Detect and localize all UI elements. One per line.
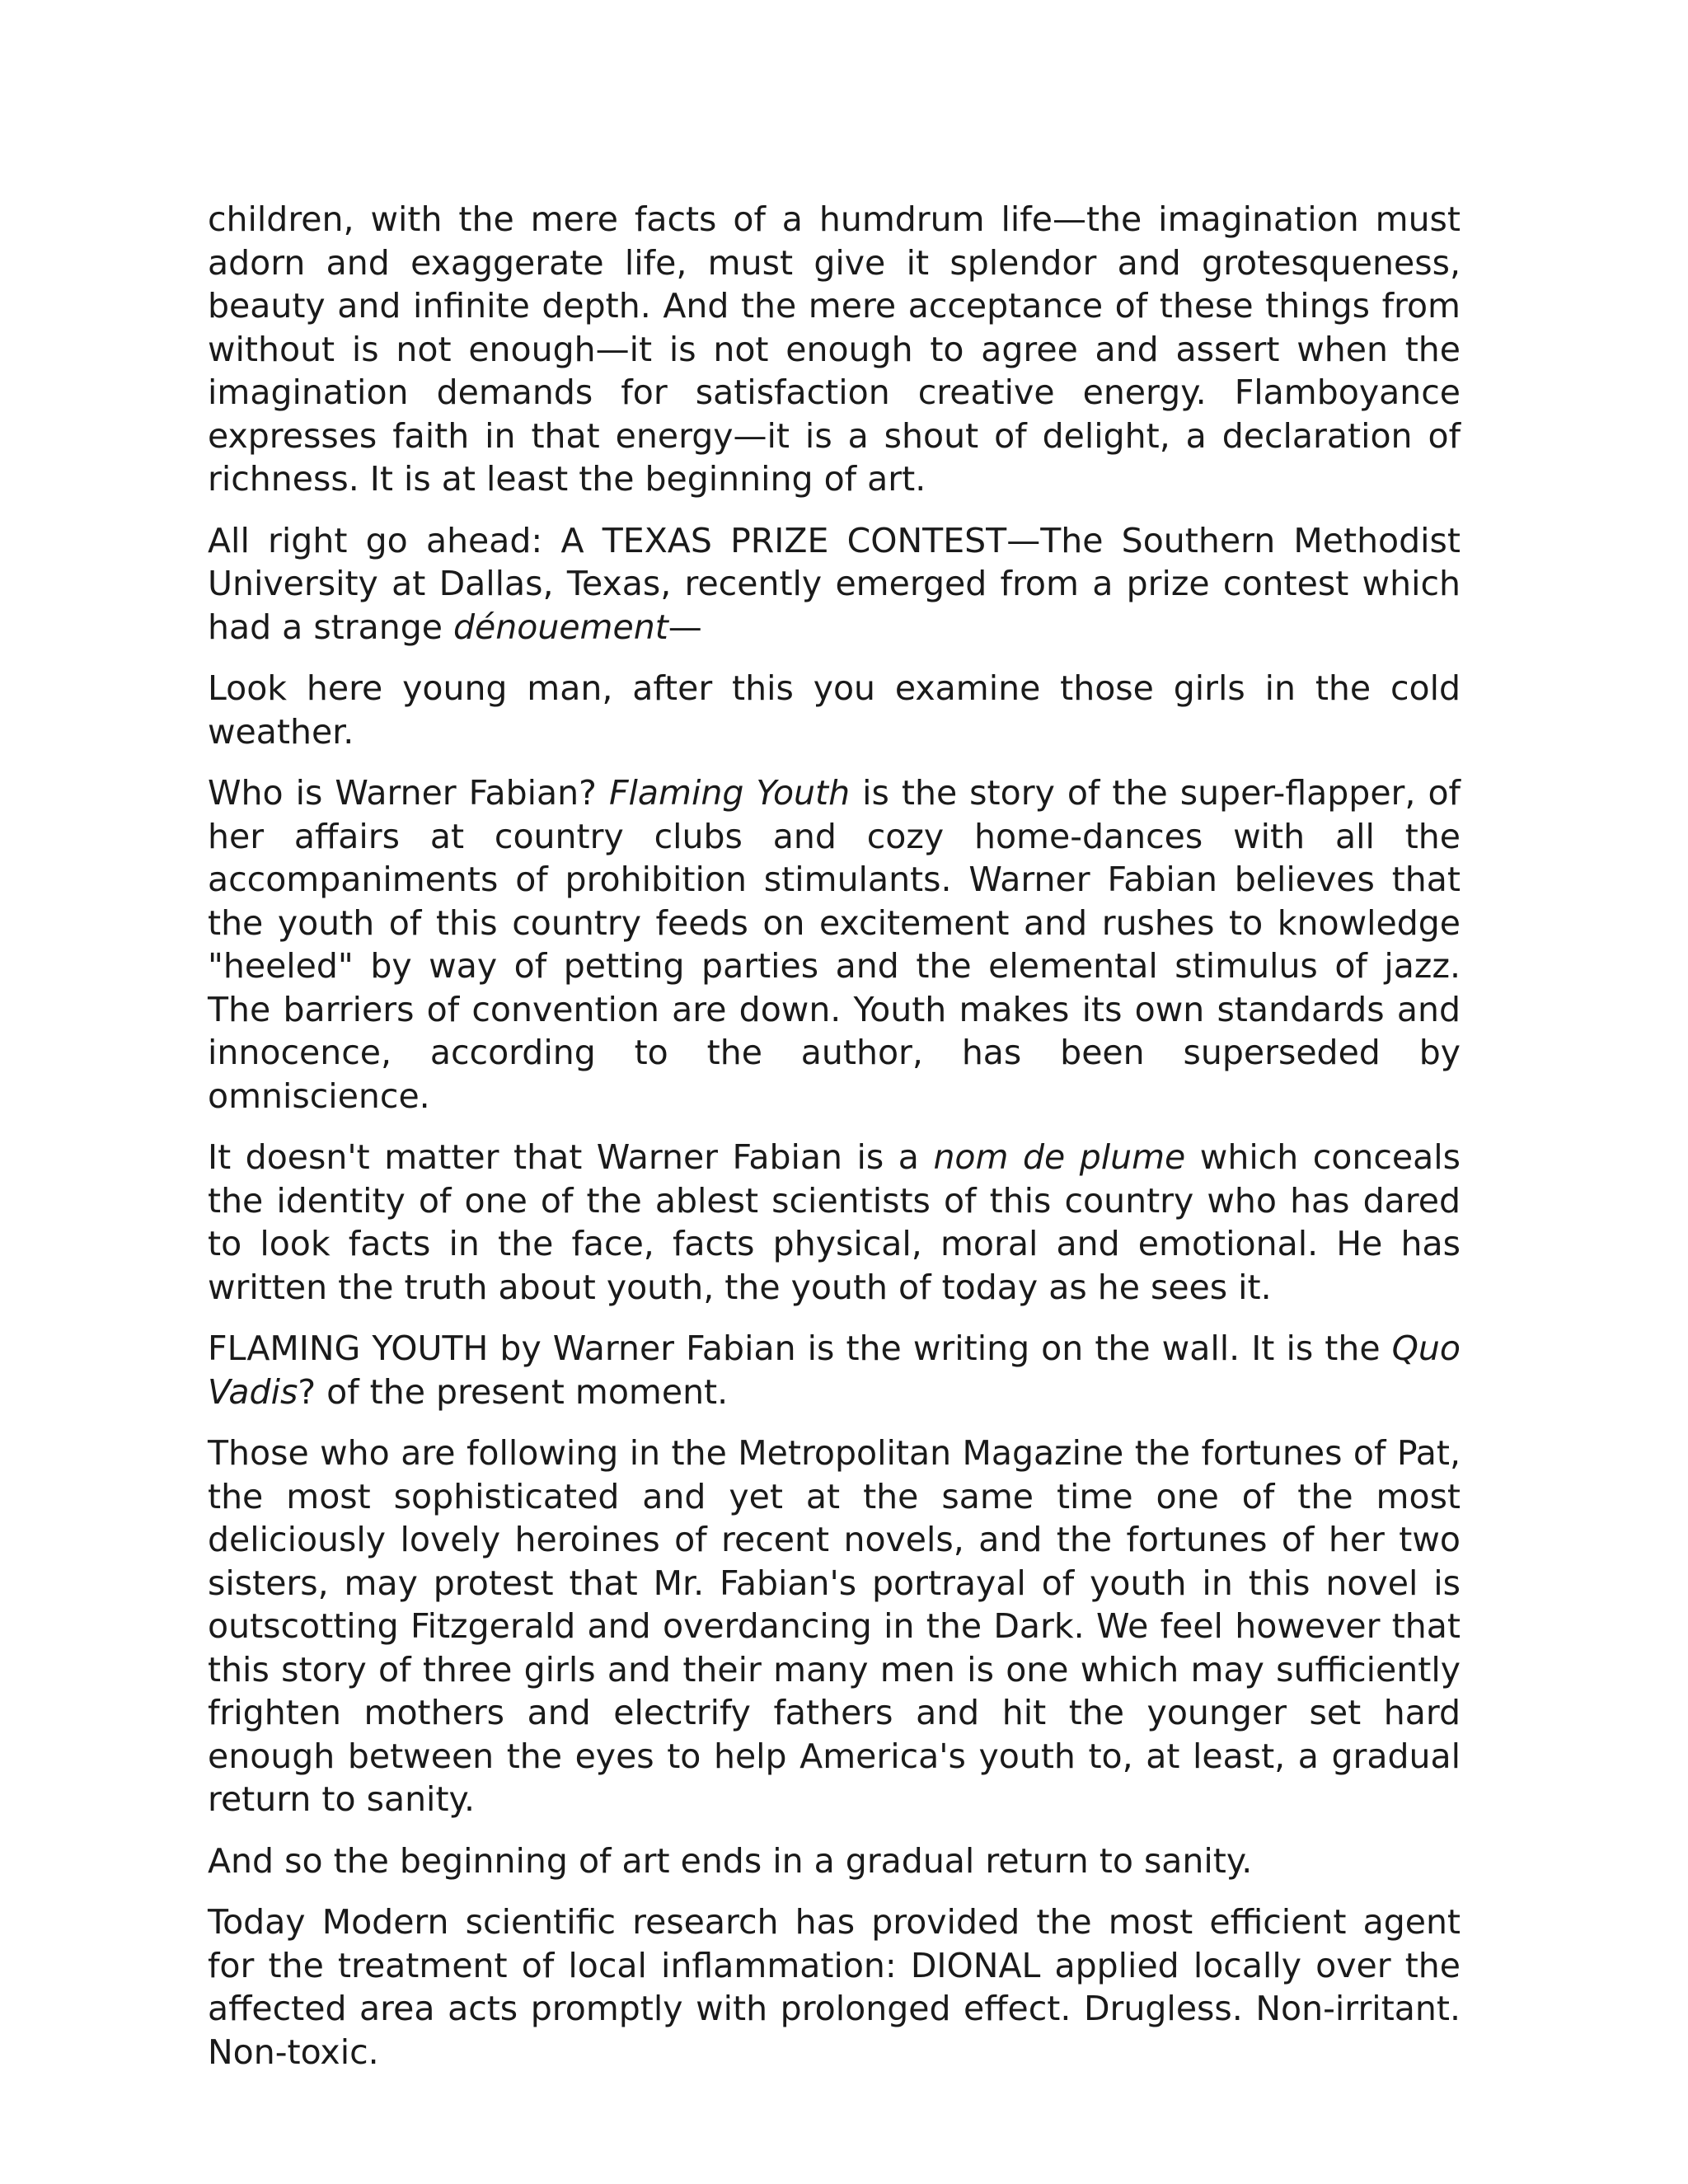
text-run: children, with the mere facts of a humdrum life—the imagination must adorn and exaggerate life, must give it splendor and grotesqueness, beauty and infinite depth. And the mere acceptance of these things from without is not enough—it is not enough to agree and assert when the imagination demands for satisfaction creative energy. Flamboyance expresses faith in that energy—it is a shout of delight, a declaration of richness. It is at least the beginning of art. xyxy=(208,199,1461,499)
paragraph xyxy=(208,198,1461,501)
text-run: Today Modern scientific research has provided the most efficient agent for the treatment of local inflammation: DIONAL applied locally over the affected area acts promptly with prolonged effect. Drugless. Non-irritant. Non-toxic. xyxy=(208,1902,1461,2072)
text-run: — xyxy=(668,607,702,647)
italic-text: nom de plume xyxy=(933,1137,1186,1177)
document-page xyxy=(208,198,1461,2092)
italic-text: Quo Vadis xyxy=(208,1329,1461,1412)
paragraph xyxy=(208,667,1461,753)
paragraph xyxy=(208,519,1461,649)
text-run: Who is Warner Fabian? xyxy=(208,773,609,813)
paragraph xyxy=(208,1136,1461,1309)
paragraph xyxy=(208,771,1461,1118)
paragraph xyxy=(208,1900,1461,2074)
text-run: Look here young man, after this you examine those girls in the cold weather. xyxy=(208,668,1461,752)
paragraph xyxy=(208,1840,1461,1883)
paragraph xyxy=(208,1432,1461,1821)
text-run: which conceals the identity of one of the ablest scientists of this country who has dared to look facts in the face, facts physical, moral and emotional. He has written the truth about youth, the youth of today as he sees it. xyxy=(208,1137,1461,1307)
paragraph xyxy=(208,1327,1461,1413)
body-text xyxy=(208,198,1461,2074)
text-run: It doesn't matter that Warner Fabian is a xyxy=(208,1137,934,1177)
italic-text: Flaming Youth xyxy=(608,773,851,813)
text-run: ? of the present moment. xyxy=(298,1371,729,1412)
italic-text: dénouement xyxy=(453,607,668,647)
text-run: Those who are following in the Metropolitan Magazine the fortunes of Pat, the most sophisticated and yet at the same time one of the most deliciously lovely heroines of recent novels, and the fortunes of her two sisters, may protest that Mr. Fabian's portrayal of youth in this novel is outscotting Fitzgerald and overdancing in the Dark. We feel however that this story of three girls and their many men is one which may sufficiently frighten mothers and electrify fathers and hit the younger set hard enough between the eyes to help America's youth to, at least, a gradual return to sanity. xyxy=(208,1433,1461,1819)
text-run: And so the beginning of art ends in a gradual return to sanity. xyxy=(208,1840,1253,1881)
text-run: All right go ahead: A TEXAS PRIZE CONTEST—The Southern Methodist University at Dallas, Texas, recently emerged from a prize contest which had a strange xyxy=(208,520,1461,647)
text-run: FLAMING YOUTH by Warner Fabian is the writing on the wall. It is the xyxy=(208,1329,1392,1368)
text-run: is the story of the super-flapper, of her affairs at country clubs and cozy home-dances with all the accompaniments of prohibition stimulants. Warner Fabian believes that the youth of this country feeds on excitement and rushes to knowledge "heeled" by way of petting parties and the elemental stimulus of jazz. The barriers of convention are down. Youth makes its own standards and innocence, according to the author, has been superseded by omniscience. xyxy=(208,773,1461,1116)
